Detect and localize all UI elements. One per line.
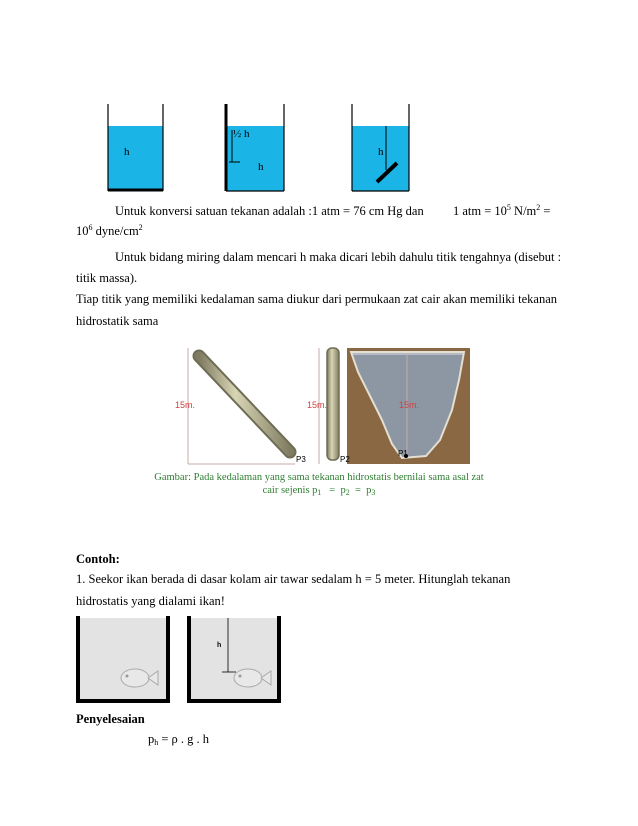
slope-line-2: titik massa). <box>76 271 138 285</box>
point-p1-label: P1 <box>398 449 408 458</box>
pool-figures <box>0 610 638 705</box>
beaker3-h-label: h <box>378 146 384 158</box>
point-p2-label: P2 <box>340 455 350 464</box>
conversion-text: Untuk konversi satuan tekanan adalah :1 atm = 76 cm Hg dan <box>115 204 424 218</box>
pool-h-label: h <box>217 642 222 649</box>
conversion-line-2: $10^6$ dyne/$cm^2$ <box>76 223 143 238</box>
depth-label-2: 15m. <box>307 400 328 410</box>
depth-label-1: 15m. <box>175 400 196 410</box>
solution-heading: Penyelesaian <box>76 712 145 726</box>
example-line-2: hidrostatis yang dialami ikan! <box>76 594 225 608</box>
slope-line-1: Untuk bidang miring dalam mencari h maka dicari lebih dahulu titik tengahnya (disebut : <box>115 250 562 264</box>
caption-line-1: Gambar: Pada kedalaman yang sama tekanan hidrostatis bernilai sama asal zat <box>154 472 484 483</box>
point-p3-label: P3 <box>296 455 306 464</box>
solution-formula: $p_h = \rho$ . g . h <box>148 732 210 747</box>
beaker-figures <box>0 0 638 200</box>
beaker-2 <box>226 104 284 191</box>
beaker2-half-label: ½ h <box>233 128 250 140</box>
conversion-line-1 <box>115 203 424 219</box>
depth-line-1: Tiap titik yang memiliki kedalaman sama diukur dari permukaan zat cair akan memiliki tekanan <box>76 292 557 306</box>
conversion-atm: 1 atm = $10^5$ $N/m^2$ = <box>453 203 551 218</box>
caption-line-2: cair sejenis $p_1 = p_2 = p_3$ <box>262 485 376 497</box>
beaker-1 <box>108 104 163 191</box>
pool-figures-svg <box>0 610 638 705</box>
pool-1 <box>76 616 170 702</box>
example-line-1: 1. Seekor ikan berada di dasar kolam air tawar sedalam h = 5 meter. Hitunglah tekanan <box>76 572 511 586</box>
beakers-svg <box>0 0 638 200</box>
slanted-tube <box>188 348 295 464</box>
depth-label-3: 15m. <box>399 400 420 410</box>
pool-2 <box>187 616 281 702</box>
example-heading: Contoh: <box>76 552 120 566</box>
beaker1-h-label: h <box>124 146 130 158</box>
figure-caption <box>100 471 538 497</box>
depth-line-2: hidrostatik sama <box>76 314 159 328</box>
beaker2-h-label: h <box>258 161 264 173</box>
pressure-figure <box>0 340 638 470</box>
